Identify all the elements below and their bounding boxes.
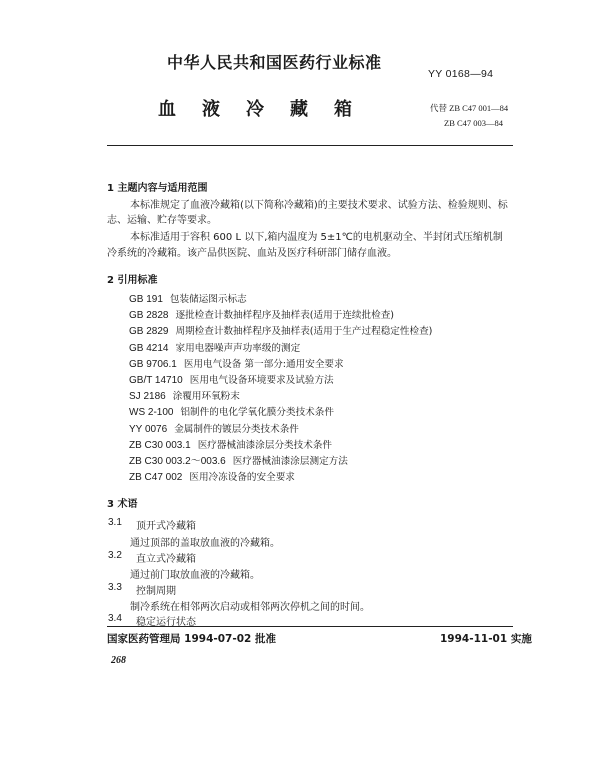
reference-code: GB 4214 bbox=[129, 342, 169, 354]
reference-title: 医疗器械油漆涂层分类技术条件 bbox=[197, 439, 333, 451]
reference-item bbox=[129, 373, 432, 389]
reference-title: 医用电气设备 第一部分:通用安全要求 bbox=[183, 358, 344, 370]
section-3-heading: 3 术语 bbox=[107, 499, 138, 510]
term-name: 顶开式冷藏箱 bbox=[136, 521, 196, 532]
section-1-para-1-line-2: 志、运输、贮存等要求。 bbox=[107, 215, 217, 226]
reference-item bbox=[129, 454, 432, 470]
reference-code: ZB C30 003.1 bbox=[129, 439, 191, 451]
page-number: 268 bbox=[111, 655, 126, 666]
footer-rule bbox=[107, 626, 513, 627]
section-1-para-2-line-2: 冷系统的冷藏箱。该产品供医院、血站及医疗科研部门储存血液。 bbox=[107, 248, 397, 259]
term-definition: 通过前门取放血液的冷藏箱。 bbox=[130, 570, 260, 581]
reference-code: GB 2828 bbox=[129, 310, 169, 322]
reference-title: 家用电器噪声声功率级的测定 bbox=[175, 342, 301, 354]
implementation-date: 1994-11-01 实施 bbox=[440, 633, 532, 645]
reference-title: 涂覆用环氧粉末 bbox=[172, 391, 240, 403]
term-number: 3.1 bbox=[108, 517, 122, 528]
header-rule bbox=[107, 145, 513, 146]
term-name: 控制周期 bbox=[136, 586, 176, 597]
reference-title: 包装储运图示标志 bbox=[169, 294, 247, 305]
term-definition: 制冷系统在相邻两次启动或相邻两次停机之间的时间。 bbox=[130, 602, 370, 613]
reference-title: 铝制件的电化学氧化膜分类技术条件 bbox=[180, 407, 334, 419]
reference-item bbox=[129, 341, 432, 357]
section-2-heading: 2 引用标准 bbox=[107, 275, 158, 286]
reference-title: 医用冷冻设备的安全要求 bbox=[189, 472, 295, 484]
reference-item bbox=[129, 405, 432, 421]
reference-code: GB 191 bbox=[129, 294, 163, 305]
term-name: 稳定运行状态 bbox=[136, 617, 196, 628]
reference-item bbox=[129, 324, 432, 340]
reference-title: 逐批检查计数抽样程序及抽样表(适用于连续批检查) bbox=[175, 310, 395, 322]
term-name: 直立式冷藏箱 bbox=[136, 554, 196, 565]
reference-item bbox=[129, 470, 432, 486]
replaces-line-2: ZB C47 003—84 bbox=[444, 118, 504, 128]
document-title: 血液冷藏箱 bbox=[158, 99, 378, 120]
approval-statement: 国家医药管理局 1994-07-02 批准 bbox=[107, 633, 276, 645]
reference-item bbox=[129, 438, 432, 454]
reference-list bbox=[129, 292, 432, 486]
reference-title: 周期检查计数抽样程序及抽样表(适用于生产过程稳定性检查) bbox=[175, 326, 433, 338]
reference-title: 金属制件的镀层分类技术条件 bbox=[174, 423, 299, 435]
section-1-para-1-line-1: 本标准规定了血液冷藏箱(以下简称冷藏箱)的主要技术要求、试验方法、检验规则、标 bbox=[130, 200, 508, 211]
reference-code: GB 9706.1 bbox=[129, 358, 177, 370]
section-1-heading: 1 主题内容与适用范围 bbox=[107, 183, 208, 194]
section-1-para-2-line-1: 本标准适用于容积 600 L 以下,箱内温度为 5±1℃的电机驱动全、半封闭式压缩机制 bbox=[130, 232, 503, 243]
reference-code: ZB C30 003.2～003.6 bbox=[129, 455, 226, 467]
term-number: 3.4 bbox=[108, 613, 122, 624]
replaces-line-1: 代替 ZB C47 001—84 bbox=[430, 103, 509, 113]
term-number: 3.3 bbox=[108, 582, 122, 593]
issuing-organization: 中华人民共和国医药行业标准 bbox=[167, 53, 382, 72]
reference-item bbox=[129, 389, 432, 405]
reference-item bbox=[129, 422, 432, 438]
reference-code: ZB C47 002 bbox=[129, 472, 183, 484]
reference-code: YY 0076 bbox=[129, 423, 168, 435]
reference-title: 医用电气设备环境要求及试验方法 bbox=[189, 374, 334, 386]
reference-title: 医疗器械油漆涂层测定方法 bbox=[232, 455, 348, 467]
standard-number: YY 0168—94 bbox=[428, 68, 494, 80]
reference-item bbox=[129, 292, 432, 308]
reference-code: GB/T 14710 bbox=[129, 374, 183, 386]
reference-code: GB 2829 bbox=[129, 326, 169, 338]
reference-code: SJ 2186 bbox=[129, 391, 166, 403]
reference-item bbox=[129, 308, 432, 324]
reference-item bbox=[129, 357, 432, 373]
reference-code: WS 2-100 bbox=[129, 407, 174, 419]
term-number: 3.2 bbox=[108, 550, 122, 561]
term-definition: 通过顶部的盖取放血液的冷藏箱。 bbox=[130, 538, 280, 549]
